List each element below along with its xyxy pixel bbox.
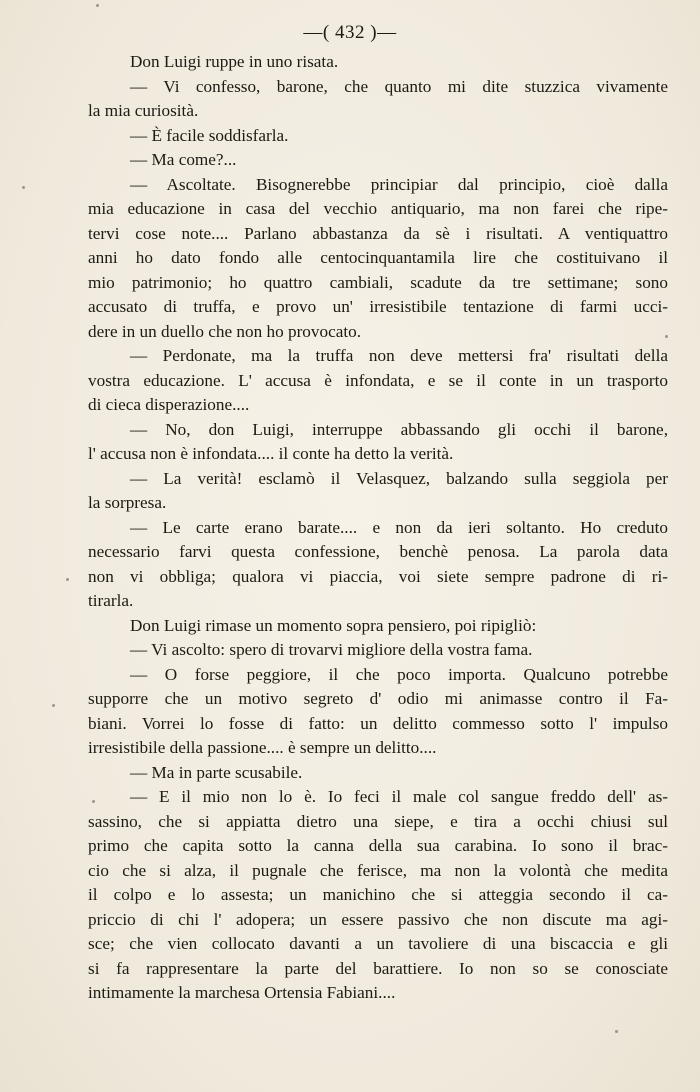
text-line: — Ascoltate. Bisognerebbe principiar dal principio, cioè dalla <box>130 174 668 194</box>
text-line: — No, don Luigi, interruppe abbassando gli occhi il barone, <box>130 419 668 439</box>
text-line: intimamente la marchesa Ortensia Fabiani.... <box>88 983 396 1002</box>
text-line: la sorpresa. <box>88 493 167 512</box>
text-line: — O forse peggiore, il che poco importa. Qualcuno potrebbe <box>130 664 668 684</box>
text-line: dere in un duello che non ho provocato. <box>88 321 362 341</box>
text-line: anni ho dato fondo alle centocinquantamila lire che costituivano il <box>88 248 668 267</box>
text-line: biani. Vorrei lo fosse di fatto: un delitto commesso sotto l' impulso <box>88 713 668 733</box>
print-speck <box>615 1030 618 1033</box>
text-line: accusato di truffa, e provo un' irresistibile tentazione di farmi ucci- <box>88 297 668 316</box>
text-line: — E il mio non lo è. Io feci il male col sangue freddo dell' as- <box>130 787 668 806</box>
text-line: cio che si alza, il pugnale che ferisce, ma non la volontà che medita <box>88 860 668 880</box>
text-line: — La verità! esclamò il Velasquez, balzando sulla seggiola per <box>130 468 668 488</box>
text-line: — Vi ascolto: spero di trovarvi migliore della vostra fama. <box>130 640 533 659</box>
print-speck <box>66 578 69 581</box>
text-line: tirarla. <box>88 591 134 610</box>
text-line: — È facile soddisfarla. <box>130 125 289 145</box>
text-line: sce; che vien collocato davanti a un tavoliere di una biscaccia e gli <box>88 934 668 953</box>
text-line: priccio di chi l' adopera; un essere passivo che non discute ma agi- <box>88 909 668 929</box>
page-number-header: —( 432 )— <box>303 22 397 43</box>
text-line: — Perdonate, ma la truffa non deve mettersi fra' risultati della <box>130 346 668 365</box>
text-line: di cieca disperazione.... <box>88 395 250 414</box>
text-line: mio patrimonio; ho quattro cambiali, scadute da tre settimane; sono <box>88 272 668 292</box>
text-line: la mia curiosità. <box>88 101 199 120</box>
text-line: — Le carte erano barate.... e non da ieri soltanto. Ho creduto <box>130 517 668 537</box>
text-line: — Vi confesso, barone, che quanto mi dite stuzzica vivamente <box>130 76 668 96</box>
text-line: vostra educazione. L' accusa è infondata, e se il conte in un trasporto <box>88 370 668 390</box>
text-line: non vi obbliga; qualora vi piaccia, voi siete sempre padrone di ri- <box>88 566 668 586</box>
print-speck <box>665 335 668 338</box>
text-line: il colpo e lo assesta; un manichino che si atteggia secondo il ca- <box>88 885 668 904</box>
print-speck <box>52 704 55 707</box>
print-speck <box>96 4 99 7</box>
text-line: sassino, che si appiatta dietro una siepe, e tira a occhi chiusi sul <box>88 811 668 831</box>
text-line: Don Luigi rimase un momento sopra pensiero, poi ripigliò: <box>130 615 537 635</box>
body-text <box>88 50 668 1006</box>
text-line: l' accusa non è infondata.... il conte ha detto la verità. <box>88 444 454 463</box>
text-line: — Ma come?... <box>130 150 237 169</box>
text-line: — Ma in parte scusabile. <box>130 762 303 782</box>
text-line: si fa rappresentare la parte del barattiere. Io non so se conosciate <box>88 958 668 978</box>
print-speck <box>92 800 95 803</box>
text-line: tervi cose note.... Parlano abbastanza da sè i risultati. A ventiquattro <box>88 223 668 243</box>
text-line: irresistibile della passione.... è sempre un delitto.... <box>88 738 437 757</box>
text-line: supporre che un motivo segreto d' odio mi animasse contro il Fa- <box>88 689 668 708</box>
text-line: primo che capita sotto la canna della sua carabina. Io sono il brac- <box>88 836 668 855</box>
text-line: necessario farvi questa confessione, benchè penosa. La parola data <box>88 542 668 561</box>
print-speck <box>22 186 25 189</box>
text-line: mia educazione in casa del vecchio antiquario, ma non farei che ripe- <box>88 199 668 218</box>
text-line: Don Luigi ruppe in uno risata. <box>130 52 339 71</box>
